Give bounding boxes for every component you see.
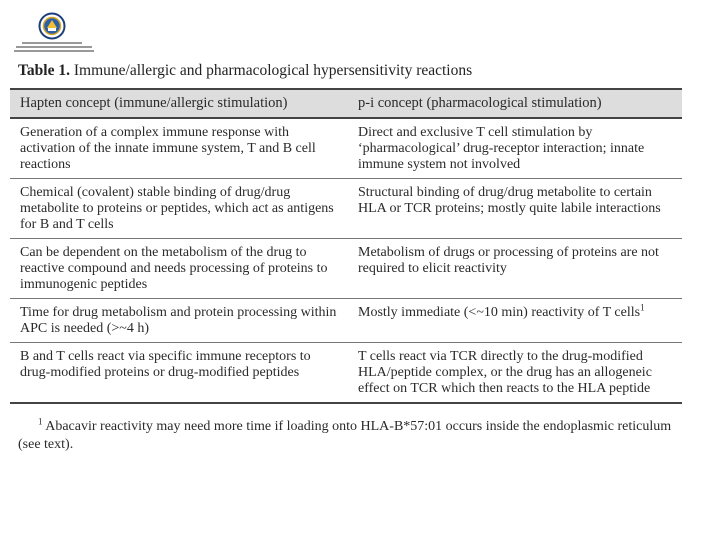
table-row <box>10 239 682 299</box>
pi-cell: Metabolism of drugs or processing of proteins are not required to elicit reactivity <box>348 239 682 299</box>
hapten-cell: Generation of a complex immune response with activation of the innate immune system, T and B cell reactions <box>10 118 348 179</box>
table-row <box>10 343 682 404</box>
pi-cell: Direct and exclusive T cell stimulation by ‘pharmacological’ drug-receptor interaction; innate immune system not involved <box>348 118 682 179</box>
hapten-cell: Can be dependent on the metabolism of the drug to reactive compound and needs processing of proteins to immunogenic peptides <box>10 239 348 299</box>
hapten-cell: Chemical (covalent) stable binding of drug/drug metabolite to proteins or peptides, which act as antigens for B and T cells <box>10 179 348 239</box>
footnote-mark: 1 <box>38 416 43 427</box>
pi-cell: T cells react via TCR directly to the drug-modified HLA/peptide complex, or the drug has an allogeneic effect on TCR which then reacts to the HLA peptide <box>348 343 682 404</box>
table-row <box>10 179 682 239</box>
university-seal-icon <box>38 12 66 40</box>
pi-cell: Structural binding of drug/drug metabolite to certain HLA or TCR proteins; mostly quite labile interactions <box>348 179 682 239</box>
hapten-cell: B and T cells react via specific immune receptors to drug-modified proteins or drug-modified peptides <box>10 343 348 404</box>
table-title-text: Immune/allergic and pharmacological hypersensitivity reactions <box>73 62 473 79</box>
table-title <box>18 62 472 80</box>
pi-cell <box>348 299 682 343</box>
hapten-cell: Time for drug metabolism and protein processing within APC is needed (>~4 h) <box>10 299 348 343</box>
university-logo <box>14 12 94 52</box>
footnote-text: Abacavir reactivity may need more time if loading onto HLA-B*57:01 occurs inside the endoplasmic reticulum (see text). <box>18 419 672 452</box>
hypersensitivity-table <box>10 88 682 404</box>
table-row <box>10 118 682 179</box>
table-header-row <box>10 89 682 118</box>
footnote-reference: 1 <box>640 302 645 313</box>
table-row <box>10 299 682 343</box>
table-footnote <box>18 418 684 454</box>
table-label: Table 1. <box>18 62 70 79</box>
column-header-hapten: Hapten concept (immune/allergic stimulation) <box>10 89 348 118</box>
pi-cell-text: Mostly immediate (<~10 min) reactivity of T cells <box>358 305 641 320</box>
column-header-pi: p-i concept (pharmacological stimulation) <box>348 89 682 118</box>
